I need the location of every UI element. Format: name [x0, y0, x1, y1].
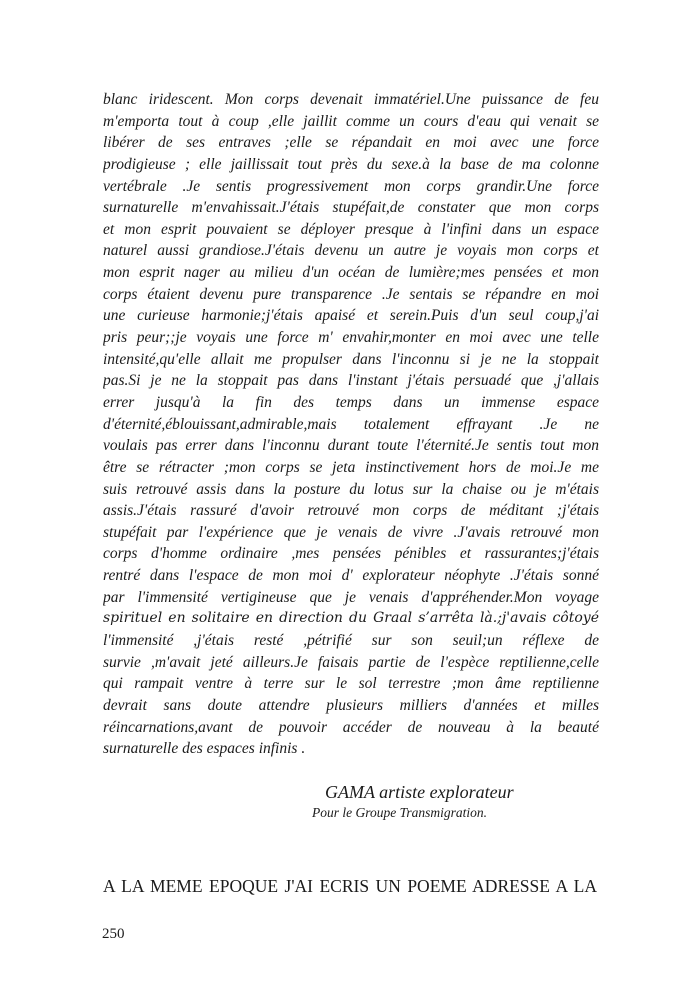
text-line: par l'immensité vertigineuse que je venais d'appréhender.Mon voyage	[103, 588, 599, 606]
text-line: prodigieuse ; elle jaillissait tout près du sexe.à la base de ma colonne	[103, 155, 599, 173]
text-line: une curieuse harmonie;j'étais apaisé et serein.Puis d'un seul coup,j'ai	[103, 307, 599, 325]
text-line: pris peur;;je voyais une force m' envahir,monter en moi avec une telle	[103, 329, 599, 347]
text-line: corps étaient devenu pure transparence .Je sentais se répandre en moi	[103, 285, 599, 303]
section-heading: A LA MEME EPOQUE J'AI ECRIS UN POEME ADRESSE A LA	[103, 876, 597, 896]
page-number: 250	[102, 926, 125, 942]
text-line: d'éternité,éblouissant,admirable,mais totalement effrayant .Je ne	[103, 415, 599, 433]
signature-group: Pour le Groupe Transmigration.	[312, 805, 488, 820]
text-line: naturel aussi grandiose.J'étais devenu un autre je voyais mon corps et	[103, 242, 599, 260]
text-line: spirituel en solitaire en direction du Graal s’arrêta là.;j'avais côtoyé	[103, 610, 599, 627]
text-line: intensité,qu'elle allait me propulser dans l'inconnu si je ne la stoppait	[103, 350, 599, 368]
text-line: pas.Si je ne la stoppait pas dans l'instant j'étais persuadé que ,j'allais	[103, 372, 599, 390]
text-line: qui rampait ventre à terre sur le sol terrestre ;mon âme reptilienne	[103, 675, 599, 693]
text-line: rentré dans l'espace de mon moi d' explorateur néophyte .J'étais sonné	[103, 567, 599, 585]
text-line: corps d'homme ordinaire ,mes pensées pénibles et rassurantes;j'étais	[103, 545, 599, 563]
text-line: survie ,m'avait jeté ailleurs.Je faisais partie de l'espèce reptilienne,celle	[103, 653, 599, 671]
text-line: l'immensité ,j'étais resté ,pétrifié sur son seuil;un réflexe de	[103, 632, 599, 650]
text-line: vertébrale .Je sentis progressivement mon corps grandir.Une force	[103, 177, 599, 195]
text-line: m'emporta tout à coup ,elle jaillit comme un cours d'eau qui venait se	[103, 112, 599, 130]
text-line: voulais pas errer dans l'inconnu durant toute l'éternité.Je sentis tout mon	[103, 437, 599, 455]
text-line: mon esprit nager au milieu d'un océan de lumière;mes pensées et mon	[103, 264, 599, 282]
text-line: suis retrouvé assis dans la posture du lotus sur la chaise ou je m'étais	[103, 480, 599, 498]
text-line: errer jusqu'à la fin des temps dans un immense espace	[103, 393, 599, 411]
text-line: surnaturelle m'envahissait.J'étais stupéfait,de constater que mon corps	[103, 199, 599, 217]
text-line: blanc iridescent. Mon corps devenait immatériel.Une puissance de feu	[103, 91, 599, 108]
text-line: stupéfait par l'expérience que je venais de vivre .J'avais retrouvé mon	[103, 523, 599, 541]
text-line: et mon esprit pouvaient se déployer presque à l'infini dans un espace	[103, 220, 599, 238]
text-line: surnaturelle des espaces infinis .	[103, 740, 306, 758]
text-line: libérer de ses entraves ;elle se répandait en moi avec une force	[103, 134, 599, 152]
text-line: être se rétracter ;mon corps se jeta instinctivement hors de moi.Je me	[103, 458, 599, 476]
text-line: réincarnations,avant de pouvoir accéder de nouveau à la beauté	[103, 718, 599, 736]
body-paragraph	[103, 89, 599, 760]
text-line: assis.J'étais rassuré d'avoir retrouvé mon corps de méditant ;j'étais	[103, 502, 599, 520]
text-line: devrait sans doute attendre plusieurs milliers d'années et milles	[103, 696, 599, 714]
signature-author: GAMA artiste explorateur	[325, 782, 514, 802]
